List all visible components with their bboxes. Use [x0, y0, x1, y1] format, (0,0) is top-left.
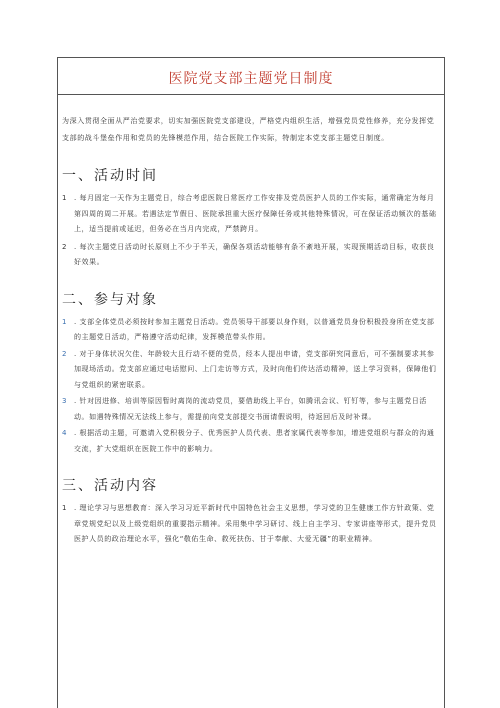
item-text: . 针对因进修、培训等原因暂时离岗的流动党员，要借助线上平台，如腾讯会议、钉钉等，参与主题党日活动。如遇特殊情况无法线上参与，需提前向党支部提交书面请假说明，待返回后及时补课。: [74, 397, 427, 421]
list-item: [62, 426, 440, 457]
list-item: [62, 315, 440, 346]
item-number: 4: [62, 429, 68, 437]
item-text: . 理论学习与思想教育：深入学习习近平新时代中国特色社会主义思想，学习党的卫生健康工作方针政策、党章党规党纪以及上级党组织的重要指示精神。采用集中学习研讨、线上自主学习、专家讲座等形式，提升党员医护人员的政治理论水平，强化“敬佑生命、救死扶伤、甘于奉献、大爱无疆”的职业精神。: [74, 504, 437, 543]
list-item: [62, 501, 440, 548]
list-item: [62, 240, 440, 271]
list-item: [62, 191, 440, 238]
document-content: [58, 113, 444, 548]
item-number: 3: [62, 397, 68, 405]
list-item: [62, 347, 440, 394]
section-heading-content: 三、活动内容: [62, 478, 158, 494]
document-title: 医院党支部主题党日制度: [168, 71, 334, 87]
section-content-list: [62, 501, 440, 548]
section-time-list: [62, 191, 440, 271]
item-number: 2: [62, 242, 68, 251]
section-heading-participants: 二、参与对象: [62, 291, 158, 308]
item-number: 2: [62, 349, 68, 358]
item-text: . 每月固定一天作为主题党日，综合考虑医院日常医疗工作安排及党员医护人员的工作实际，通常确定为每月第四周的周二开展。若遇法定节假日、医院承担重大医疗保障任务或其他特殊情况，可在保证活动频次的基础上，适当提前或延迟，但务必在当月内完成，严禁跨月。: [74, 194, 437, 233]
section-participants-list: [62, 315, 440, 458]
item-text: . 每次主题党日活动时长原则上不少于半天，确保各项活动能够有条不紊地开展，实现预期活动目标，收获良好效果。: [74, 242, 435, 266]
list-item: [62, 394, 440, 425]
item-number: 1: [62, 317, 68, 326]
item-number: 1: [62, 194, 68, 202]
intro-paragraph: 为深入贯彻全面从严治党要求，切实加强医院党支部建设，严格党内组织生活，增强党员党性修养，充分发挥党支部的战斗堡垒作用和党员的先锋模范作用，结合医院工作实际，特制定本党支部主题党日制度。: [62, 117, 435, 142]
item-text: . 支部全体党员必须按时参加主题党日活动。党员领导干部要以身作则，以普通党员身份积极投身所在党支部的主题党日活动，严格遵守活动纪律，发挥模范带头作用。: [74, 317, 435, 341]
document-page: [57, 57, 445, 708]
title-box: [58, 58, 444, 95]
item-text: . 对于身体状况欠佳、年龄较大且行动不便的党员，经本人提出申请，党支部研究同意后，可不强制要求其参加现场活动。党支部应通过电话慰问、上门走访等方式，及时向他们传达活动精神，送上学习资料，保障他们与党组织的紧密联系。: [74, 349, 437, 389]
item-text: . 根据活动主题，可邀请入党积极分子、优秀医护人员代表、患者家属代表等参加，增进党组织与群众的沟通交流，扩大党组织在医院工作中的影响力。: [74, 429, 435, 453]
section-heading-time: 一、活动时间: [62, 168, 158, 184]
item-number: 1: [62, 504, 68, 512]
